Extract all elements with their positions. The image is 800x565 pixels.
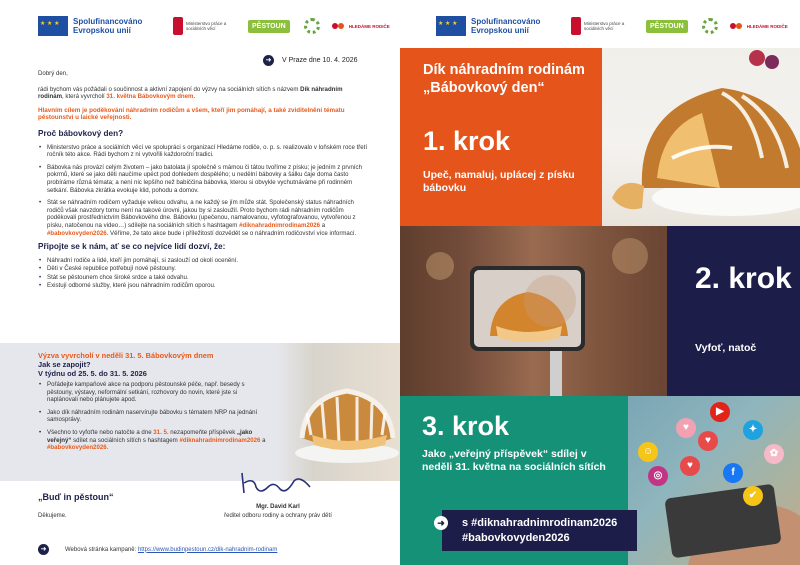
heading-why: Proč bábovkový den? bbox=[38, 128, 124, 138]
greeting: Dobrý den, bbox=[38, 70, 68, 77]
poster-title: Dík náhradním rodinám „Bábovkový den“ bbox=[423, 62, 585, 96]
list-item: • Jako dík náhradním rodinám naservírujte bábovku s tématem NRP na jednání samosprávy. bbox=[38, 409, 268, 424]
band-date: 31. 5. bbox=[153, 428, 169, 436]
ministry-logo-text: Ministerstvo práce a sociálních věcí bbox=[584, 21, 625, 31]
eu-logo-text: Spolufinancováno Evropskou unií bbox=[73, 17, 143, 35]
step2-panel bbox=[667, 226, 800, 396]
youtube-icon: ▶ bbox=[710, 402, 730, 422]
ministry-logo bbox=[173, 17, 234, 35]
list-item bbox=[38, 199, 368, 237]
list-item-text: Všechno to vyfoťte nebo natočte a dne bbox=[47, 428, 154, 436]
eu-flag-icon bbox=[436, 16, 466, 36]
logo-bar bbox=[436, 12, 788, 40]
intro-date: 31. května Bábovkovým dnem. bbox=[106, 93, 196, 101]
emoji-icon: ☺ bbox=[638, 442, 658, 462]
signer-name: Mgr. David Karl bbox=[256, 504, 300, 510]
date-line bbox=[263, 55, 358, 66]
intro-campaign-name: Dík náhradním rodinám bbox=[38, 85, 343, 101]
hledame-logo-text: HLEDÁME RODIČE bbox=[348, 23, 390, 29]
list-item-text: . bbox=[106, 444, 109, 452]
arrow-right-icon: ➜ bbox=[434, 516, 448, 530]
hledame-rodice-logo bbox=[332, 21, 390, 31]
hashtag-1: s #diknahradnimrodinam2026 bbox=[462, 517, 618, 529]
campaign-band-text bbox=[38, 351, 268, 458]
bundt-cake-icon bbox=[277, 343, 400, 481]
hashtag-box bbox=[437, 510, 637, 551]
band-question: Jak se zapojit? bbox=[38, 360, 91, 369]
logo-bar bbox=[38, 12, 390, 40]
letter-body bbox=[38, 70, 368, 296]
arrow-right-icon: ➜ bbox=[263, 55, 274, 66]
eu-logo-text: Spolufinancováno Evropskou unií bbox=[471, 17, 541, 35]
list-item-text: nezapomeňte příspěvek bbox=[168, 428, 237, 436]
website-label-text: Webová stránka kampaně: bbox=[65, 546, 137, 553]
flower-logo-icon bbox=[702, 18, 718, 34]
list-item: • Stát se pěstounem chce široké srdce a také odvahu. bbox=[38, 274, 368, 282]
arrow-right-icon: ➜ bbox=[38, 544, 49, 555]
ministry-logo bbox=[571, 17, 632, 35]
aim-paragraph: Hlavním cílem je poděkování náhradním rodičům a všem, kteří jim pomáhají, a také zviditelnění tématu pěstounství u laické veřejnosti. bbox=[38, 106, 345, 122]
band-list bbox=[38, 381, 268, 452]
list-item: • Existují odborné služby, které jsou náhradním rodičům oporou. bbox=[38, 282, 368, 290]
list-item-text: a bbox=[320, 221, 326, 229]
heading-join: Připojte se k nám, ať se co nejvíce lidí dozví, že: bbox=[38, 242, 226, 252]
heart-icon: ♥ bbox=[676, 418, 696, 438]
intro-text: rádi bychom vás požádali o součinnost a aktivní zapojení do výzvy na sociálních sítích s názvem bbox=[38, 85, 301, 93]
flower-logo-icon bbox=[304, 18, 320, 34]
why-list bbox=[38, 144, 368, 238]
hashtag: #diknahradnimrodinam2026 bbox=[239, 221, 321, 229]
step1-panel bbox=[400, 48, 602, 226]
bundt-cake-photo bbox=[277, 343, 400, 481]
poster-header bbox=[400, 0, 800, 48]
band-week: V týdnu od 25. 5. do 31. 5. 2026 bbox=[38, 369, 147, 378]
band-title: Výzva vyvrcholí v neděli 31. 5. Bábovkovým dnem bbox=[38, 351, 214, 360]
website-line bbox=[38, 544, 277, 555]
list-item-text: Stát se náhradním rodičem vyžaduje velkou odvahu, a ne každý se jím může stát. Společenský status náhradních rodičů však navzdory tomu není na takové úrovni, jakou by si zasloužil. Proto bychom rádi náhradním rodičům poděkovali prostřednictvím Bábovkového dne. Bábovku (upečenou, namalovanou, vyfotografovanou, vytvořenou z písku, natočenou na video…) sdílejte na sociálních sítích s hashtagem bbox=[47, 199, 356, 229]
list-item: • Pořádejte kampaňové akce na podporu pěstounské péče, např. besedy s pěstouny, výstavy, neformální setkání, rozhovory do novin, které jste si naplánovali nebo plánujete apod. bbox=[38, 381, 268, 404]
pestoun-badge-icon: ✿ bbox=[764, 444, 784, 464]
cake-closeup-photo bbox=[602, 48, 800, 226]
website-label bbox=[65, 547, 277, 553]
letter-date: V Praze dne 10. 4. 2026 bbox=[282, 57, 358, 64]
step2-label: 2. krok bbox=[695, 262, 792, 295]
hashtag-2: #babovkovyden2026 bbox=[462, 532, 570, 544]
hashtag: #babovkovyden2026 bbox=[47, 444, 107, 452]
website-link[interactable]: https://www.budinpestoun.cz/dik-nahradnim-rodinam bbox=[137, 546, 278, 553]
thumbs-up-icon: ✔ bbox=[743, 486, 763, 506]
list-item bbox=[38, 429, 268, 452]
poster-page bbox=[400, 0, 800, 565]
instagram-icon: ◎ bbox=[648, 466, 668, 486]
twitter-icon: ✦ bbox=[743, 420, 763, 440]
hledame-dots-icon bbox=[730, 21, 744, 31]
ministry-emblem-icon bbox=[173, 17, 183, 35]
intro-paragraph bbox=[38, 86, 368, 101]
list-item-text: a bbox=[260, 436, 266, 444]
thanks-text: Děkujeme. bbox=[38, 513, 67, 519]
list-item-text: . Věříme, že tato akce bude i příležitostí dozvědět se o náhradním rodičovství více informací. bbox=[106, 229, 357, 237]
hledame-logo-text: HLEDÁME RODIČE bbox=[746, 23, 788, 29]
sliced-cake-icon bbox=[602, 48, 800, 226]
list-item: • Ministerstvo práce a sociálních věcí ve spolupráci s organizací Hledáme rodiče, o. p. s. realizovalo v loňském roce třetí ročník této akce. Rádi bychom z ní vytvořili každoroční tradici. bbox=[38, 144, 368, 159]
hledame-rodice-logo bbox=[730, 21, 788, 31]
phone-cake-icon bbox=[400, 226, 667, 396]
heart-icon: ♥ bbox=[680, 456, 700, 476]
eu-flag-icon bbox=[38, 16, 68, 36]
signature-icon bbox=[238, 467, 313, 499]
signer-role: ředitel odboru rodiny a ochrany práv dětí bbox=[224, 513, 332, 519]
hashtag: #diknahradnimrodinam2026 bbox=[179, 436, 261, 444]
step3-label: 3. krok bbox=[422, 411, 510, 441]
hledame-dots-icon bbox=[332, 21, 346, 31]
step1-description: Upeč, namaluj, uplácej z písku bábovku bbox=[423, 169, 575, 194]
list-item-text: sdílet na sociálních sítích s hashtagem bbox=[71, 436, 180, 444]
public-post-label: „jako veřejný“ bbox=[47, 428, 253, 444]
step3-description: Jako „veřejný příspěvek“ sdílej v neděli 31. května na sociálních sítích bbox=[422, 448, 606, 473]
list-item: • Bábovka nás provází celým životem – jako batolata jí společně s mámou či tátou tvoříme z písku; je jedním z prvních pokrmů, které se jako děti naučíme upéct pod dohledem dospělého; u nedělní bábovky a šálku čaje doma často probíráme různá témata; a není nic lepšího než babiččina bábovka, kterou si obvykle vychutnáváme při rodinném setkání. Bábovka zkrátka evokuje klid, pohodu a domov. bbox=[38, 164, 368, 194]
step2-description: Vyfoť, natoč bbox=[695, 342, 757, 354]
phone-filming-photo bbox=[400, 226, 667, 396]
join-list bbox=[38, 257, 368, 290]
slogan: „Buď in pěstoun“ bbox=[38, 492, 114, 502]
facebook-icon: f bbox=[723, 463, 743, 483]
ministry-logo-text: Ministerstvo práce a sociálních věcí bbox=[186, 21, 227, 31]
step1-label: 1. krok bbox=[423, 126, 511, 156]
social-media-photo bbox=[628, 396, 800, 565]
pestoun-logo: PĚSTOUN bbox=[646, 20, 688, 33]
heart-icon: ♥ bbox=[698, 431, 718, 451]
ministry-emblem-icon bbox=[571, 17, 581, 35]
list-item: • Děti v České republice potřebují nové pěstouny. bbox=[38, 265, 368, 273]
intro-text-2: , která vyvrcholí bbox=[62, 93, 107, 101]
hashtag: #babovkovyden2026 bbox=[47, 229, 107, 237]
pestoun-logo: PĚSTOUN bbox=[248, 20, 290, 33]
list-item: • Náhradní rodiče a lidé, kteří jim pomáhají, si zaslouží od okolí ocenění. bbox=[38, 257, 368, 265]
